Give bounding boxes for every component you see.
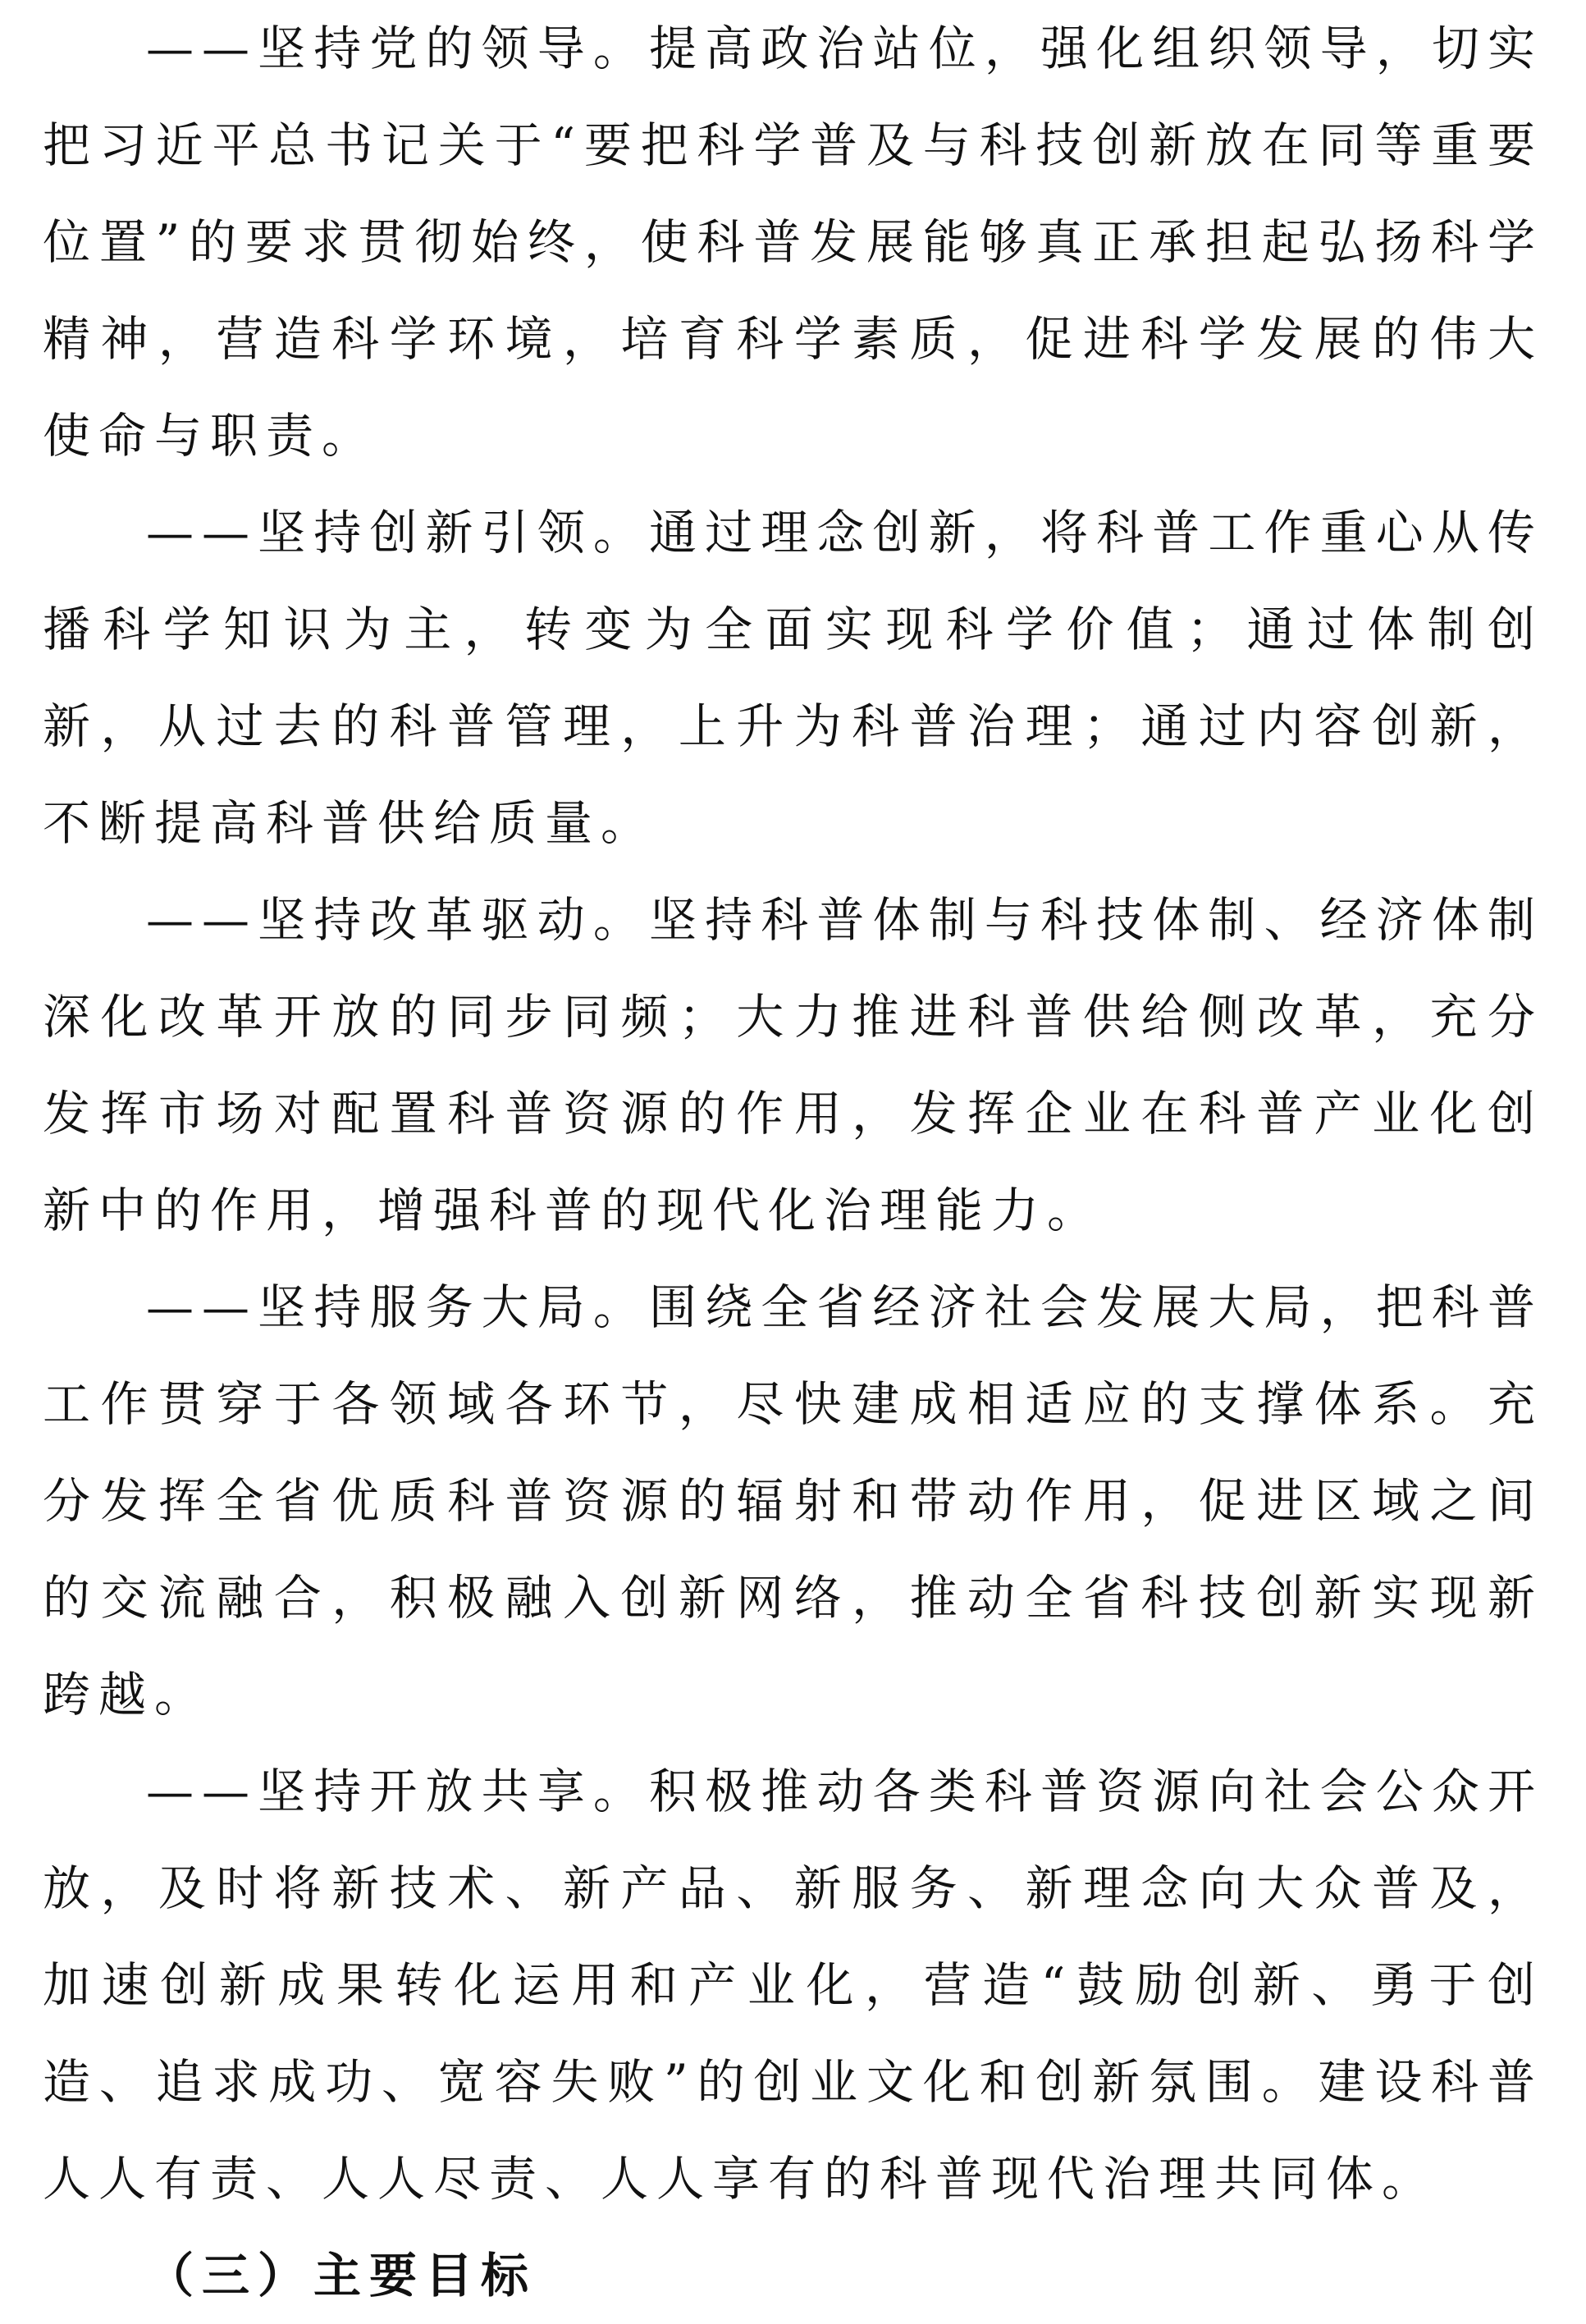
- paragraph-open-share: ——坚持开放共享。积极推动各类科普资源向社会公众开放，及时将新技术、新产品、新服务、新理念向大众普及，加速创新成果转化运用和产业化，营造“鼓励创新、勇于创造、追求成功、宽容失败”的创业文化和创新氛围。建设科普人人有责、人人尽责、人人享有的科普现代治理共同体。: [43, 1764, 1543, 2207]
- paragraph-party-leadership: ——坚持党的领导。提高政治站位，强化组织领导，切实把习近平总书记关于“要把科学普及与科技创新放在同等重要位置”的要求贯彻始终，使科普发展能够真正承担起弘扬科学精神，营造科学环境，培育科学素质，促进科学发展的伟大使命与职责。: [43, 21, 1543, 464]
- paragraph-reform-drive: ——坚持改革驱动。坚持科普体制与科技体制、经济体制深化改革开放的同步同频；大力推进科普供给侧改革，充分发挥市场对配置科普资源的作用，发挥企业在科普产业化创新中的作用，增强科普的现代化治理能力。: [43, 892, 1543, 1238]
- paragraph-innovation-lead: ——坚持创新引领。通过理念创新，将科普工作重心从传播科学知识为主，转变为全面实现科学价值；通过体制创新，从过去的科普管理，上升为科普治理；通过内容创新，不断提高科普供给质量。: [43, 505, 1543, 851]
- paragraph-serve-overall: ——坚持服务大局。围绕全省经济社会发展大局，把科普工作贯穿于各领域各环节，尽快建成相适应的支撑体系。充分发挥全省优质科普资源的辐射和带动作用，促进区域之间的交流融合，积极融入创新网络，推动全省科技创新实现新跨越。: [43, 1279, 1543, 1722]
- section-heading: （三）主要目标: [146, 2248, 537, 2303]
